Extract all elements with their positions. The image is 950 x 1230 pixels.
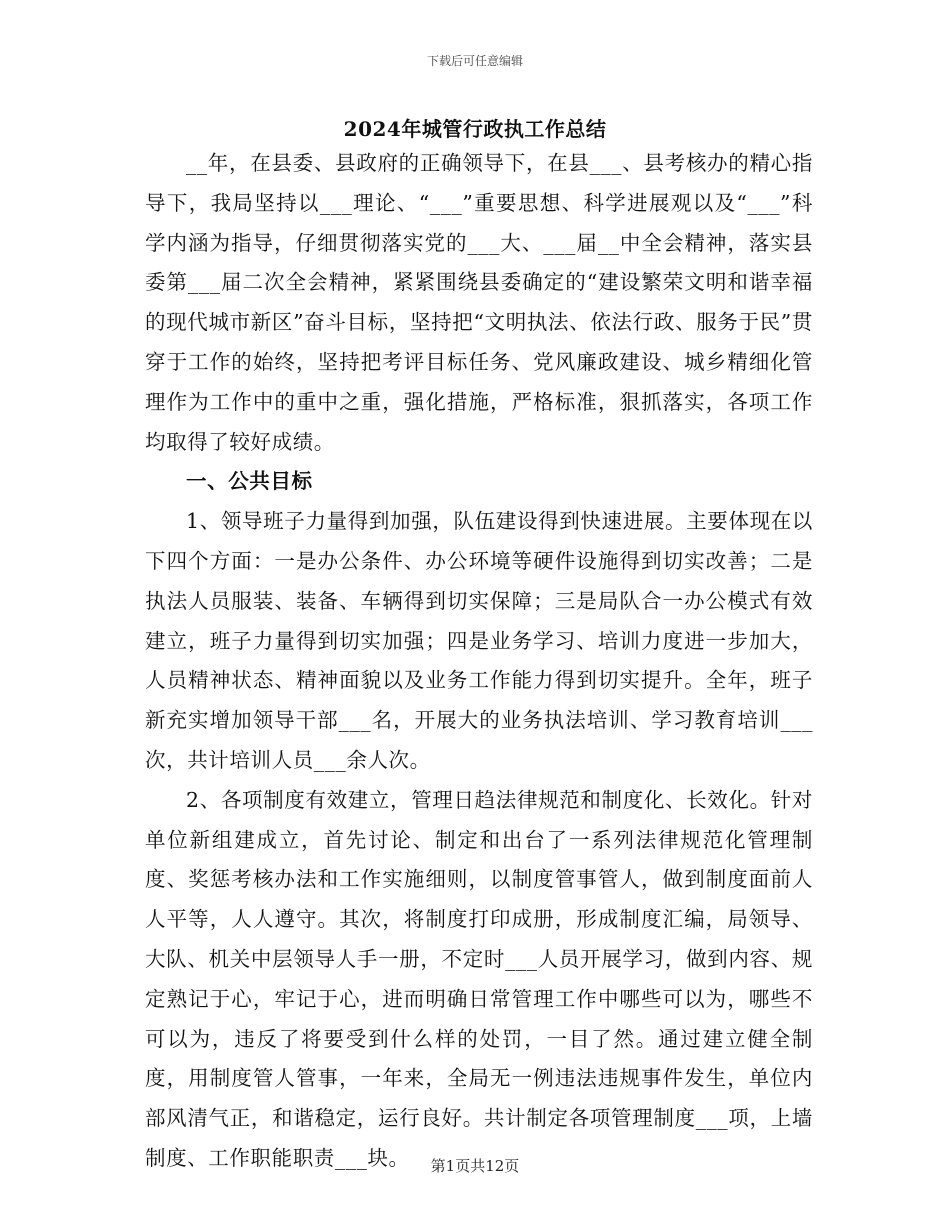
document-title: 2024年城管行政执工作总结 <box>343 117 607 141</box>
intro-paragraph: __年，在县委、县政府的正确领导下，在县___、县考核办的精心指导下，我局坚持以___理论、“___”重要思想、科学进展观以及“___”科学内涵为指导，仔细贯彻落实党的___大、___届__中全会精神，落实县委第___届二次全会精神，紧紧围绕县委确定的“建设繁荣文明和谐幸福的现代城市新区”奋斗目标，坚持把“文明执法、依法行政、服务于民”贯穿于工作的始终，坚持把考评目标任务、党风廉政建设、城乡精细化管理作为工作中的重中之重，强化措施，严格标准，狠抓落实，各项工作均取得了较好成绩。 <box>145 151 813 454</box>
page-footer: 第1页共12页 <box>430 1157 520 1175</box>
section-heading: 一、公共目标 <box>186 469 313 494</box>
section-paragraph-2: 2、各项制度有效建立，管理日趋法律规范和制度化、长效化。针对单位新组建成立，首先讨论、制定和出台了一系列法律规范化管理制度、奖惩考核办法和工作实施细则，以制度管事管人，做到制度面前人人平等，人人遵守。其次，将制度打印成册，形成制度汇编，局领导、大队、机关中层领导人手一册，不定时___人员开展学习，做到内容、规定熟记于心，牢记于心，进而明确日常管理工作中哪些可以为，哪些不可以为，违反了将要受到什么样的处罚，一目了然。通过建立健全制度，用制度管人管事，一年来，全局无一例违法违规事件发生，单位内部风清气正，和谐稳定，运行良好。共计制定各项管理制度___项，上墙制度、工作职能职责___块。 <box>145 787 813 1170</box>
document-body <box>145 144 813 1179</box>
section-paragraph-1: 1、领导班子力量得到加强，队伍建设得到快速进展。主要体现在以下四个方面：一是办公条件、办公环境等硬件设施得到切实改善；二是执法人员服装、装备、车辆得到切实保障；三是局队合一办公模式有效建立，班子力量得到切实加强；四是业务学习、培训力度进一步加大，人员精神状态、精神面貌以及业务工作能力得到切实提升。全年，班子新充实增加领导干部___名，开展大的业务执法培训、学习教育培训___次，共计培训人员___余人次。 <box>145 509 813 772</box>
header-note: 下载后可任意编辑 <box>426 54 523 68</box>
